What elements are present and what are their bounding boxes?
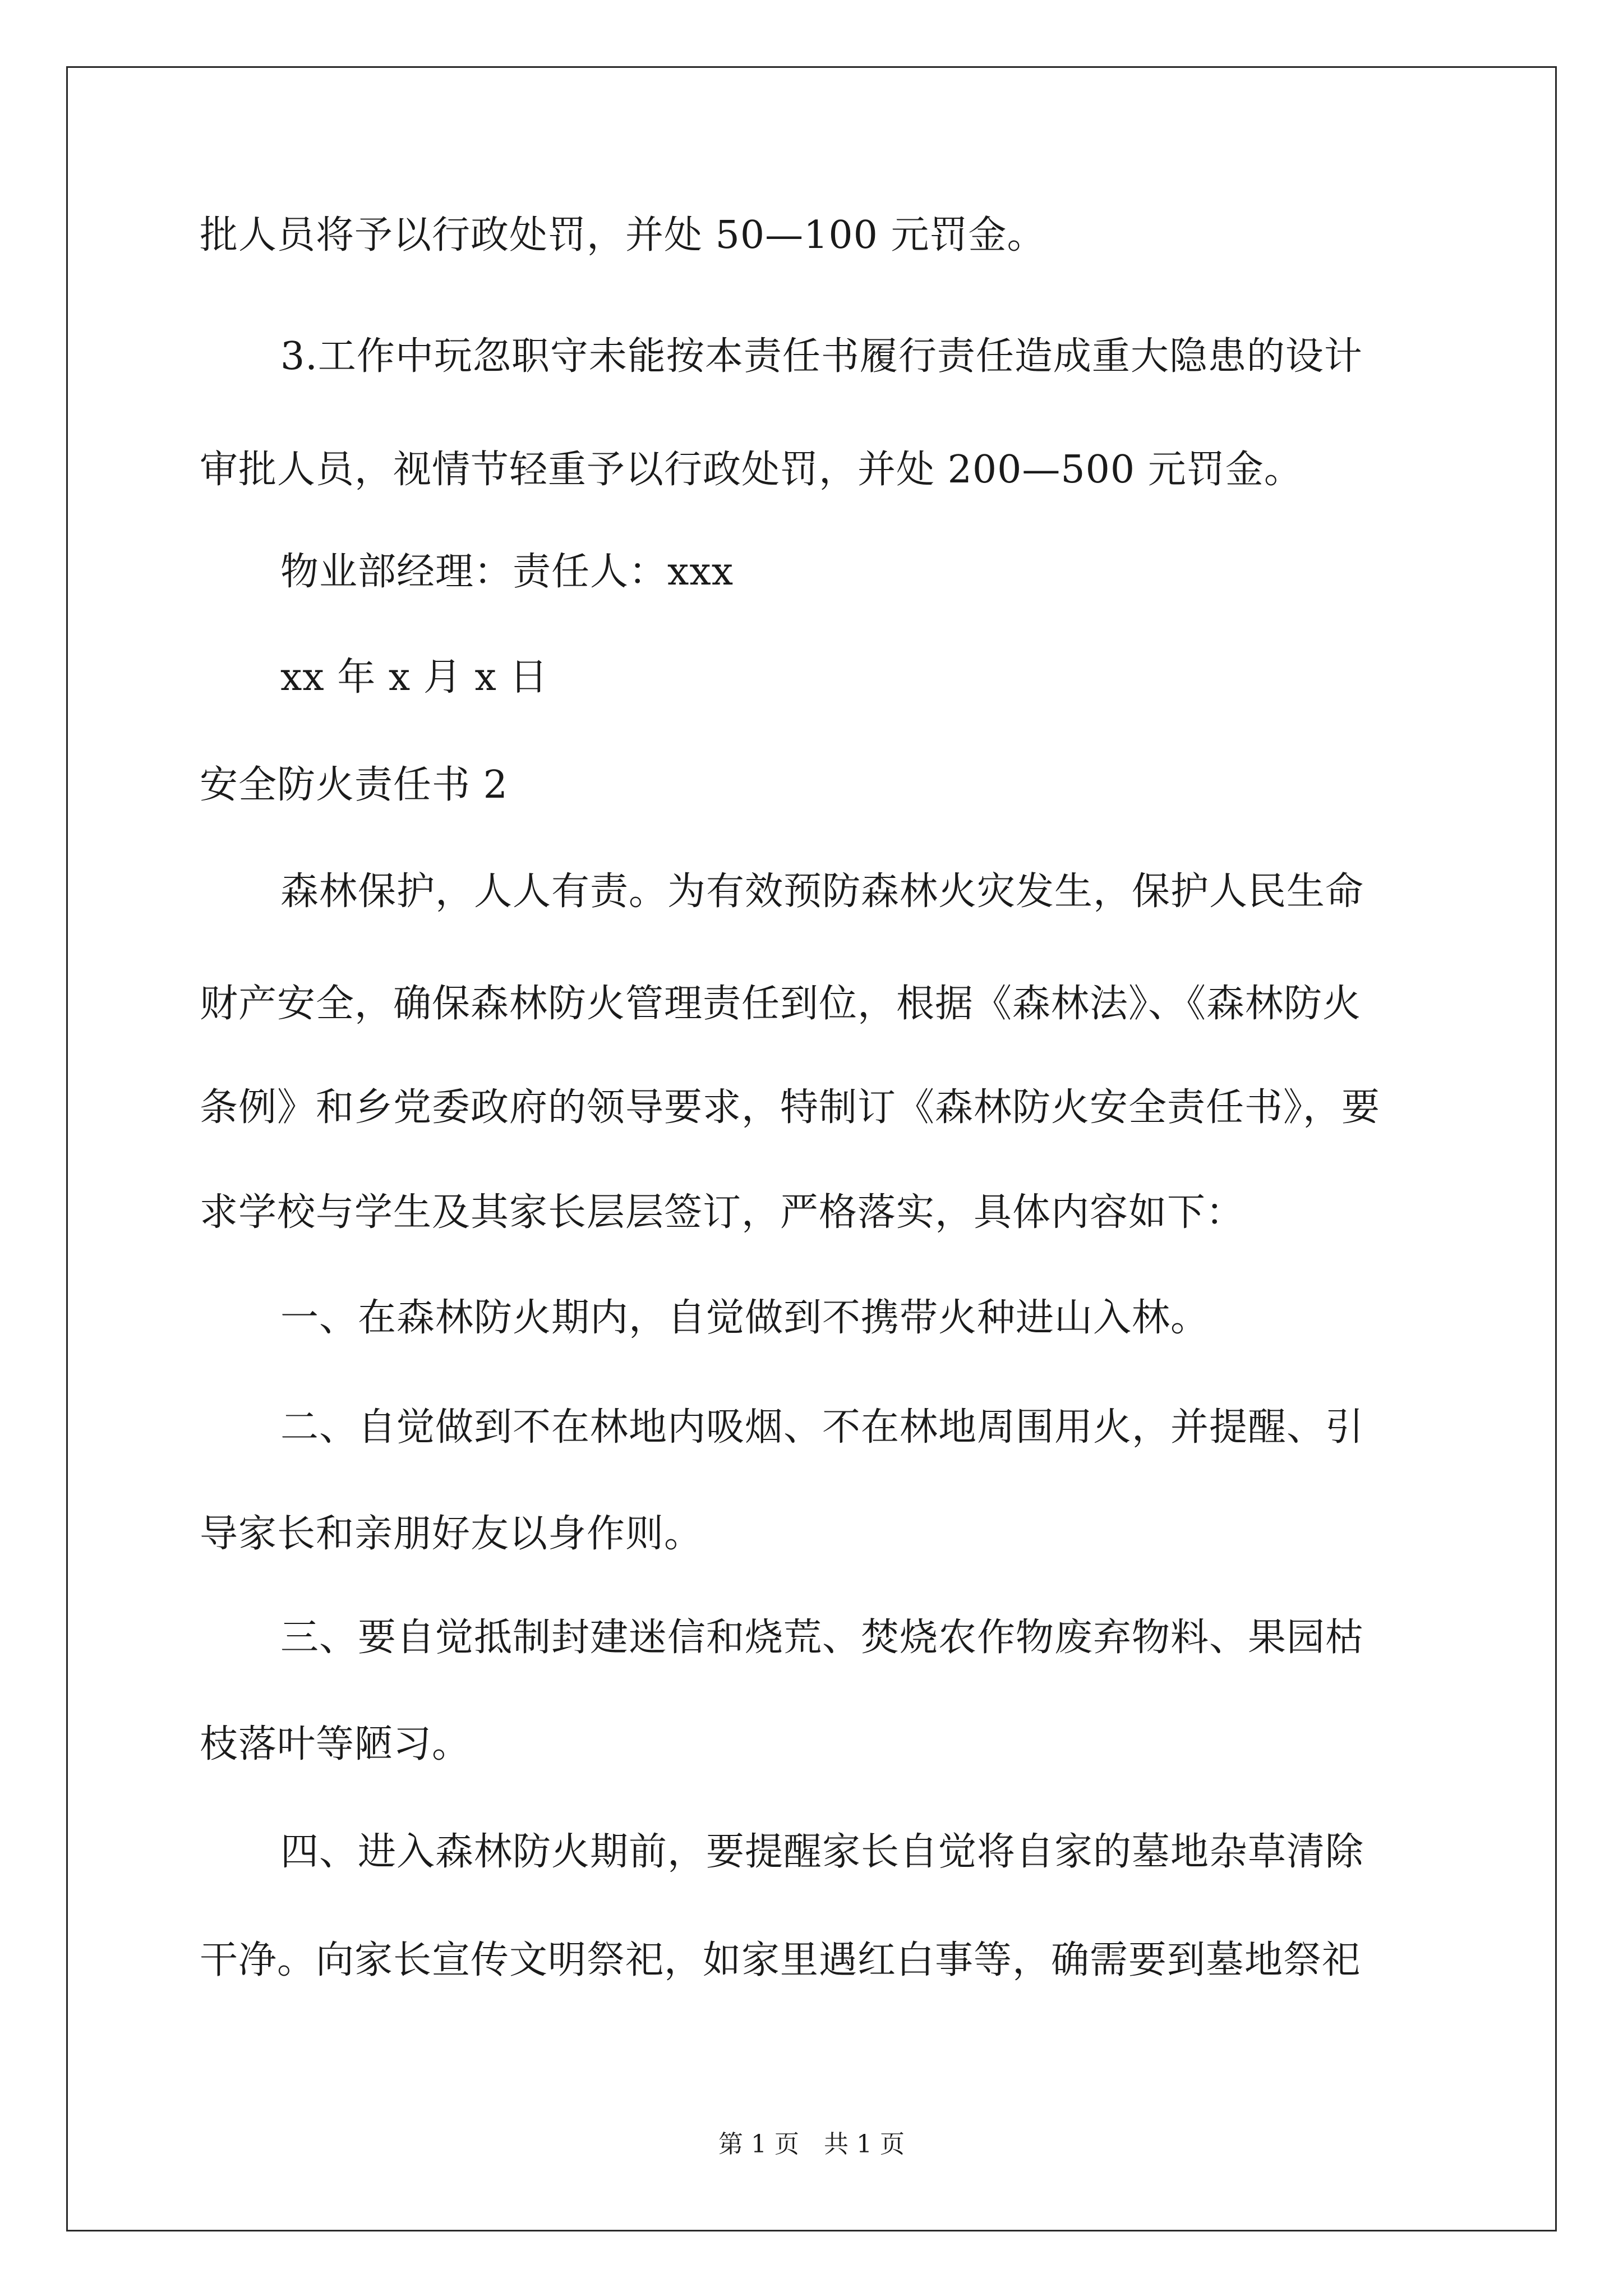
paragraph-line: 枝落叶等陋习。 [200, 1722, 471, 1766]
paragraph-line: 三、要自觉抵制封建迷信和烧荒、焚烧农作物废弃物料、果园枯 [280, 1616, 1364, 1660]
paragraph-line: 财产安全，确保森林防火管理责任到位，根据《森林法》、《森林防火 [200, 982, 1362, 1026]
page-number-footer: 第 1 页 共 1 页 [718, 2130, 905, 2159]
paragraph-line: 干净。向家长宣传文明祭祀，如家里遇红白事等，确需要到墓地祭祀 [200, 1938, 1361, 1982]
paragraph-line: 批人员将予以行政处罚，并处 50—100 元罚金。 [200, 213, 1046, 257]
paragraph-line: 二、自觉做到不在林地内吸烟、不在林地周围用火，并提醒、引 [280, 1405, 1364, 1450]
signature-line: 物业部经理：责任人：xxx [280, 550, 734, 594]
paragraph-line: 一、在森林防火期内，自觉做到不携带火种进山入林。 [280, 1296, 1210, 1340]
paragraph-line: 条例》和乡党委政府的领导要求，特制订《森林防火安全责任书》，要 [200, 1085, 1381, 1130]
paragraph-line: 审批人员，视情节轻重予以行政处罚，并处 200—500 元罚金。 [200, 448, 1303, 492]
page-border [66, 66, 1557, 2231]
paragraph-line: 求学校与学生及其家长层层签订，严格落实，具体内容如下： [200, 1190, 1245, 1235]
paragraph-line: 四、进入森林防火期前，要提醒家长自觉将自家的墓地杂草清除 [280, 1830, 1364, 1874]
paragraph-line: 导家长和亲朋好友以身作则。 [200, 1512, 703, 1556]
section-heading: 安全防火责任书 2 [200, 763, 508, 807]
paragraph-line: 3.工作中玩忽职守未能按本责任书履行责任造成重大隐患的设计 [280, 334, 1363, 379]
paragraph-line: 森林保护，人人有责。为有效预防森林火灾发生，保护人民生命 [280, 869, 1364, 914]
date-line: xx 年 x 月 x 日 [280, 655, 548, 700]
